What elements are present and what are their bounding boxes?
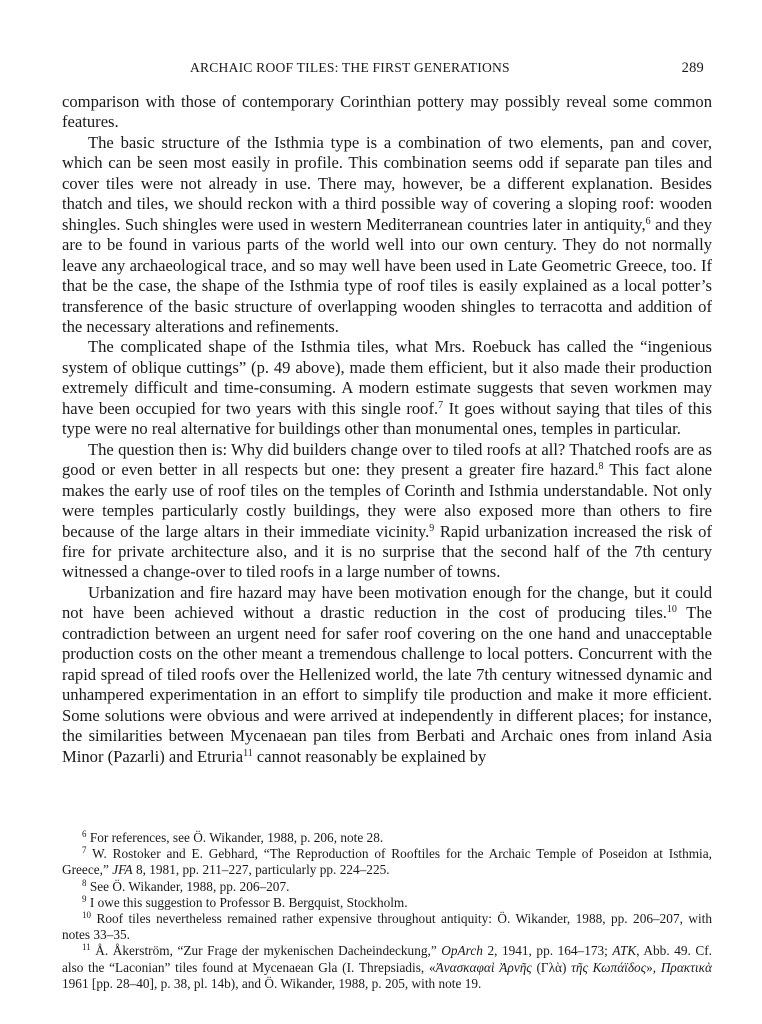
footnote: $^{11}$ Å. Åkerström, “Zur Frage der mykenischen Dacheindeckung,” OpArch 2, 1941, pp. 164–173; ATK, Abb. 49. Cf. also the “Laconian” tiles found at Mycenaean Gla (I. Threpsiadis, «Ἀνασκαφαὶ Ἀρνῆς (Γλὰ) τῆς Κωπάϊδος», Πρακτικὰ 1961 [pp. 28–40], p. 38, pl. 14b), and Ö. Wikander, 1988, p. 205, with note 19. (62, 942, 712, 991)
footnote: $^9$ I owe this suggestion to Professor B. Bergquist, Stockholm. (82, 893, 408, 910)
footnote-number: 8 (82, 877, 87, 888)
footnote-ref[interactable]: 11 (243, 747, 253, 759)
footnote-number: 9 (82, 893, 87, 904)
main-text (62, 92, 712, 767)
paragraph: The basic structure of the Isthmia type is a combination of two elements, pan and cover, which can be seen most easily in profile. This combination seems odd if separate pan tiles and cover tiles were not already in use. There may, however, be a different explanation. Besides thatch and tiles, we should reckon with a third possible way of covering a sloping roof: wooden shingles. Such shingles were used in western Mediterranean countries later in antiquity,$^6$ and they are to be found in various parts of the world well into our own century. They do not normally leave any archaeological trace, and so may well have been used in Late Geometric Greece, too. If that be the case, the shape of the Isthmia type of roof tiles is easily explained as a local potter’s transference of the basic structure of overlapping wooden shingles to terracotta and addition of the necessary alterations and refinements. (62, 132, 712, 336)
footnote-number: 7 (82, 845, 87, 856)
paragraph: comparison with those of contemporary Corinthian pottery may possibly reveal some common features. (62, 92, 712, 132)
footnote: $^7$ W. Rostoker and E. Gebhard, “The Reproduction of Rooftiles for the Archaic Temple of Poseidon at Isthmia, Greece,” JFA 8, 1981, pp. 211–227, particularly pp. 224–225. (62, 845, 712, 878)
footnote-ref[interactable]: 10 (666, 604, 677, 616)
footnotes (62, 830, 712, 992)
footnote-ref[interactable]: 7 (438, 399, 444, 411)
paragraph: The complicated shape of the Isthmia tiles, what Mrs. Roebuck has called the “ingenious system of oblique cuttings” (p. 49 above), made them efficient, but it also made their production extremely difficult and time-consuming. A modern estimate suggests that seven workmen may have been occupied for two years with this single roof.$^7$ It goes without saying that tiles of this type were no real alternative for buildings other than monumental ones, temples in particular. (62, 337, 712, 439)
running-title: ARCHAIC ROOF TILES: THE FIRST GENERATIONS (190, 60, 510, 75)
footnote-number: 10 (82, 910, 91, 921)
footnote: $^{10}$ Roof tiles nevertheless remained rather expensive throughout antiquity: Ö. Wikander, 1988, pp. 206–207, with notes 33–35. (62, 910, 713, 943)
page-number: 289 (681, 60, 704, 76)
paragraph: Urbanization and fire hazard may have been motivation enough for the change, but it could not have been achieved without a drastic reduction in the cost of producing tiles.$^{10}$ The contradiction between an urgent need for safer roof covering on the one hand and unacceptable production costs on the other meant a tremendous challenge to local potters. Concurrent with the rapid spread of tiled roofs over the Hellenized world, the late 7th century witnessed dynamic and unhampered experimentation in an effort to simplify tile production and make it more efficient. Some solutions were obvious and were arrived at independently in different places; for instance, the similarities between Mycenaean pan tiles from Berbati and Archaic ones from inland Asia Minor (Pazarli) and Etruria$^{11}$ cannot reasonably be explained by (62, 582, 712, 766)
footnote-number: 6 (82, 829, 87, 839)
footnote-ref[interactable]: 6 (645, 215, 651, 227)
footnote-number: 11 (82, 942, 91, 953)
footnote: $^6$ For references, see Ö. Wikander, 1988, p. 206, note 28. (82, 829, 384, 845)
footnote: $^8$ See Ö. Wikander, 1988, pp. 206–207. (82, 877, 290, 894)
running-header (62, 58, 712, 80)
footnote-ref[interactable]: 9 (429, 522, 435, 534)
footnote-ref[interactable]: 8 (598, 461, 604, 473)
paragraph: The question then is: Why did builders change over to tiled roofs at all? Thatched roofs are as good or even better in all respects but one: they present a greater fire hazard.$^8$ This fact alone makes the early use of roof tiles on the temples of Corinth and Isthmia understandable. Not only were temples particularly costly buildings, they were also exposed more than others to fire because of the large altars in their immediate vicinity.$^9$ Rapid urbanization increased the risk of fire for private architecture also, and it is no surprise that the second half of the 7th century witnessed a change-over to tiled roofs in a large number of towns. (62, 439, 712, 582)
